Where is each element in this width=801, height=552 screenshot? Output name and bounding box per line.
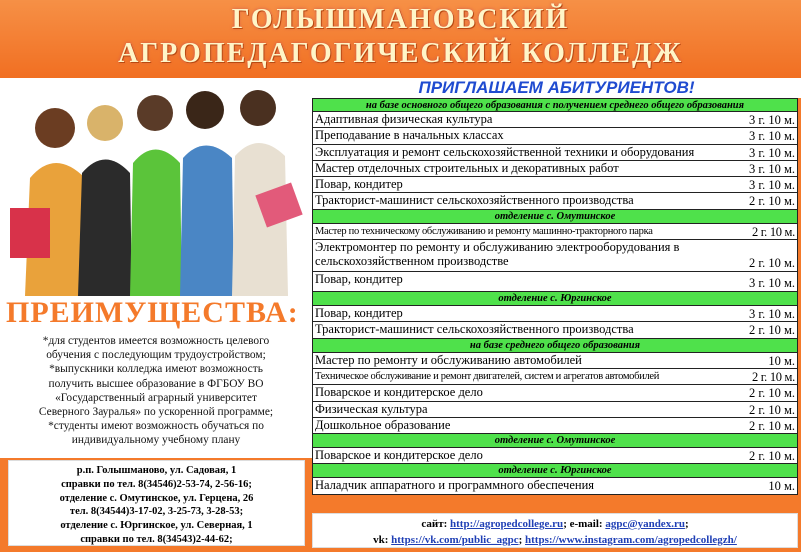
table-row [312, 369, 798, 385]
table-row [312, 224, 798, 240]
table-row [312, 193, 798, 209]
table-row [312, 306, 798, 322]
program-duration: 2 г. 10 м. [748, 449, 795, 464]
advantage-line: *выпускники колледжа имеют возможность [49, 363, 263, 376]
program-name: Повар, кондитер [315, 306, 403, 321]
separator: ; [518, 534, 526, 546]
site-label: сайт: [421, 518, 451, 530]
address-box [8, 460, 305, 546]
program-duration: 3 г. 10 м. [748, 178, 795, 193]
advantage-line: индивидуальному учебному плану [71, 434, 241, 447]
program-name: Поварское и кондитерское дело [315, 385, 483, 400]
table-row [312, 240, 798, 272]
contacts-line2 [313, 532, 797, 548]
table-row [312, 448, 798, 464]
program-duration: 10 м. [768, 479, 795, 494]
program-duration: 2 г. 10 м. [748, 402, 795, 417]
address-line: отделение с. Омутинское, ул. Герцена, 26 [59, 492, 254, 504]
table-row [312, 128, 798, 144]
program-duration: 2 г. 10 м. [748, 418, 795, 433]
table-row [312, 478, 798, 494]
program-duration: 2 г. 10 м. [751, 369, 795, 384]
program-name: Повар, кондитер [315, 272, 403, 287]
program-name: Наладчик аппаратного и программного обеспечения [315, 478, 595, 493]
advantage-line: *для студентов имеется возможность целевого [42, 335, 270, 347]
section-header: отделение с. Юргинское [312, 464, 798, 478]
program-name: Тракторист-машинист сельскохозяйственного производства [315, 193, 634, 208]
contacts-box [312, 513, 798, 548]
address-line: справки по тел. 8(34543)2-44-62; [80, 533, 233, 545]
program-name: Физическая культура [315, 401, 428, 416]
program-duration: 3 г. 10 м. [748, 145, 795, 160]
address-line: отделение с. Юргинское, ул. Северная, 1 [60, 520, 253, 532]
program-name: Мастер по техническому обслуживанию и ремонту машинно-тракторного парка [315, 225, 653, 237]
email-link[interactable]: agpc@yandex.ru [605, 518, 685, 530]
program-duration: 10 м. [768, 353, 795, 368]
program-name: Электромонтер по ремонту и обслуживанию электрооборудования в сельскохозяйственном производстве [315, 240, 680, 269]
program-duration: 2 г. 10 м. [748, 323, 795, 338]
programs-table [312, 98, 798, 495]
section-header: на базе основного общего образования с получением среднего общего образования [312, 98, 798, 112]
program-duration: 2 г. 10 м. [748, 256, 795, 271]
table-row [312, 385, 798, 401]
program-duration: 2 г. 10 м. [751, 224, 795, 239]
vk-label: vk: [373, 534, 392, 546]
advantage-line: Северного Зауралья» по ускоренной программе; [38, 406, 274, 419]
contacts-line1 [313, 516, 797, 532]
table-row [312, 272, 798, 292]
program-duration: 3 г. 10 м. [748, 276, 795, 291]
program-name: Мастер отделочных строительных и декоративных работ [315, 160, 619, 175]
section-header: на базе среднего общего образования [312, 339, 798, 353]
advantage-line: получить высшее образование в ФГБОУ ВО [48, 377, 264, 390]
address-line: р.п. Голышманово, ул. Садовая, 1 [76, 465, 237, 476]
site-link[interactable]: http://agropedcollege.ru [450, 518, 564, 530]
invite-heading: ПРИГЛАШАЕМ АБИТУРИЕНТОВ! [312, 78, 801, 98]
separator: ; [684, 518, 689, 530]
program-duration: 3 г. 10 м. [748, 161, 795, 176]
program-name: Поварское и кондитерское дело [315, 448, 483, 463]
section-header: отделение с. Юргинское [312, 292, 798, 306]
advantage-line: обучения с последующим трудоустройством; [46, 349, 266, 362]
program-name: Адаптивная физическая культура [315, 112, 493, 126]
table-row [312, 322, 798, 338]
college-title-line1: ГОЛЫШМАНОВСКИЙ [231, 4, 570, 35]
program-duration: 2 г. 10 м. [748, 194, 795, 209]
advantages-text [0, 334, 312, 448]
instagram-link[interactable]: https://www.instagram.com/agropedcollegzh/ [525, 534, 737, 546]
address-line: справки по тел. 8(34546)2-53-74, 2-56-16; [61, 478, 252, 490]
program-duration: 2 г. 10 м. [748, 386, 795, 401]
table-row [312, 353, 798, 369]
students-photo [0, 78, 312, 296]
program-duration: 3 г. 10 м. [748, 129, 795, 144]
advantage-line: «Государственный аграрный университет [55, 391, 257, 404]
program-name: Мастер по ремонту и обслуживанию автомобилей [315, 352, 582, 367]
header-banner [0, 0, 801, 78]
advantages-title: ПРЕИМУЩЕСТВА: [6, 296, 299, 329]
college-title-line2: АГРОПЕДАГОГИЧЕСКИЙ КОЛЛЕДЖ [118, 38, 683, 69]
section-header: отделение с. Омутинское [312, 434, 798, 448]
table-row [312, 161, 798, 177]
table-row [312, 177, 798, 193]
email-label: ; e-mail: [563, 518, 606, 530]
program-duration: 3 г. 10 м. [748, 307, 795, 322]
program-name: Техническое обслуживание и ремонт двигателей, систем и агрегатов автомобилей [315, 370, 660, 382]
program-name: Повар, кондитер [315, 177, 403, 192]
program-name: Эксплуатация и ремонт сельскохозяйственной техники и оборудования [315, 144, 695, 159]
table-row [312, 402, 798, 418]
table-row [312, 112, 798, 128]
advantage-line: *студенты имеют возможность обучаться по [48, 420, 264, 433]
table-row [312, 418, 798, 434]
section-header: отделение с. Омутинское [312, 210, 798, 224]
address-line: тел. 8(34544)3-17-02, 3-25-73, 3-28-53; [69, 506, 244, 518]
vk-link[interactable]: https://vk.com/public_agpc [391, 534, 519, 546]
program-name: Дошкольное образование [315, 417, 451, 432]
table-row [312, 145, 798, 161]
program-duration: 3 г. 10 м. [748, 113, 795, 127]
program-name: Тракторист-машинист сельскохозяйственного производства [315, 322, 634, 337]
program-name: Преподавание в начальных классах [315, 128, 504, 143]
